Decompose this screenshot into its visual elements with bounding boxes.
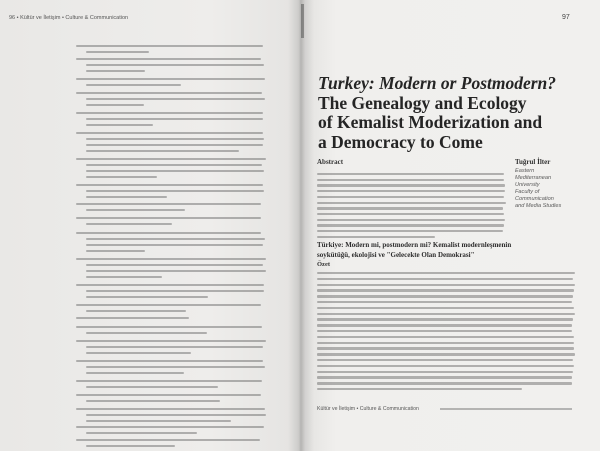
affiliation-line: Faculty of: [515, 188, 540, 195]
author-affiliation: [515, 168, 561, 209]
author-name: Tuğrul İlter: [515, 158, 551, 166]
title-line: Turkey: Modern or Postmodern?: [318, 73, 557, 93]
affiliation-line: and Media Studies: [515, 202, 562, 209]
affiliation-line: Mediterranean: [515, 174, 552, 181]
title-line: a Democracy to Come: [318, 131, 483, 152]
spine-text: [301, 4, 304, 38]
running-head: 96 • Kültür ve İletişim • Culture & Communication: [9, 15, 129, 21]
ozet-heading: Özet: [317, 261, 330, 268]
turkish-title-line: Türkiye: Modern mi, postmodern mi? Kemalist modernleşmenin: [317, 241, 512, 249]
page-number: 97: [562, 14, 570, 21]
right-page: [300, 0, 600, 451]
affiliation-line: Eastern: [515, 168, 535, 174]
book-gutter-shadow: [288, 0, 314, 451]
title-line: of Kemalist Moderization and: [318, 112, 543, 133]
title-line: The Genealogy and Ecology: [318, 92, 527, 113]
turkish-title-line: soykütüğü, ekolojisi ve "Gelecekte Olan Demokrasi": [317, 250, 475, 259]
affiliation-line: Communication: [515, 195, 554, 202]
journal-footer: Kültür ve İletişim • Culture & Communication: [317, 406, 419, 412]
turkish-title: [317, 241, 579, 260]
abstract-heading: Abstract: [317, 158, 344, 166]
footer-issue-info: [440, 408, 572, 410]
affiliation-line: University: [515, 181, 540, 188]
article-title: [318, 74, 588, 152]
